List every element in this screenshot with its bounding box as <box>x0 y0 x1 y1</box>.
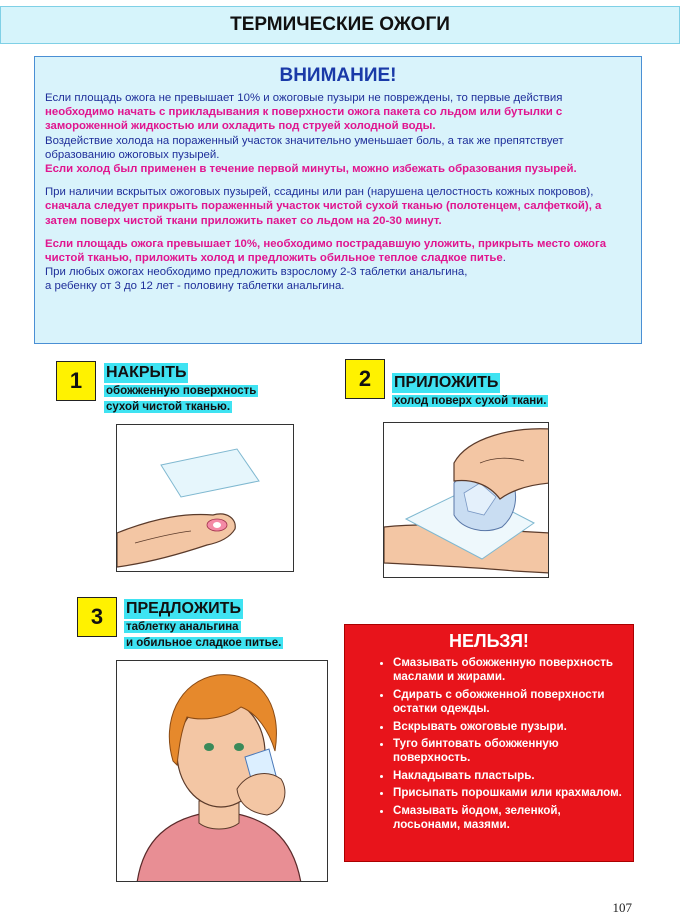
warning-paragraph-4: При наличии вскрытых ожоговых пузырей, ссадины или ран (нарушена целостность кожных покровов), сначала следует прикрыть пораженный участок чистой сухой тканью (полотенцем, салфеткой), а затем поверх чистой ткани приложить пакет со льдом на 20-30 минут. <box>45 186 602 227</box>
page-number: 107 <box>612 900 632 915</box>
warning-heading: ВНИМАНИЕ! <box>279 65 397 86</box>
step-1-number: 1 <box>56 361 96 401</box>
step-3-description: таблетку анальгина и обильное сладкое питье. <box>126 621 282 649</box>
forbidden-list <box>345 656 633 832</box>
step-2-description: холод поверх сухой ткани. <box>394 395 547 407</box>
step-2-heading: ПРИЛОЖИТЬ <box>394 374 499 391</box>
warning-paragraph-2: Воздействие холода на пораженный участок значительно уменьшает боль, а так же препятствует образованию ожоговых пузырей. <box>45 134 564 161</box>
step-2-illustration <box>383 422 549 578</box>
step-1-heading: НАКРЫТЬ <box>106 364 187 381</box>
warning-paragraph-7: а ребенку от 3 до 12 лет - половину таблетки анальгина. <box>45 280 345 293</box>
forbidden-box <box>344 624 634 862</box>
step-2-number: 2 <box>345 359 385 399</box>
step-3-number: 3 <box>77 597 117 637</box>
step-3-heading: ПРЕДЛОЖИТЬ <box>126 600 241 617</box>
warning-paragraph-6: При любых ожогах необходимо предложить взрослому 2-3 таблетки анальгина, <box>45 266 468 279</box>
warning-box <box>34 56 642 344</box>
warning-paragraph-1: Если площадь ожога не превышает 10% и ожоговые пузыри не повреждены, то первые действия необходимо начать с прикладывания к поверхности ожога пакета со льдом или бутылки с замороженной жидкостью или охладить под струей холодной воды. <box>45 92 563 133</box>
forbidden-item: • Смазывать обожженную поверхность маслами и жирами. <box>393 656 623 685</box>
step-1-illustration <box>116 424 294 572</box>
step-3-illustration <box>116 660 328 882</box>
warning-paragraph-5: Если площадь ожога превышает 10%, необходимо пострадавшую уложить, прикрыть место ожога чистой тканью, приложить холод и предложить обильное теплое сладкое питье. <box>45 237 607 265</box>
forbidden-item: • Вскрывать ожоговые пузыри. <box>393 720 623 734</box>
forbidden-item: • Присыпать порошками или крахмалом. <box>393 786 623 800</box>
forbidden-item: • Смазывать йодом, зеленкой, лосьонами, мазями. <box>393 804 623 833</box>
forbidden-item: • Сдирать с обожженной поверхности остатки одежды. <box>393 688 623 717</box>
forbidden-item: • Накладывать пластырь. <box>393 769 623 783</box>
forbidden-item: • Туго бинтовать обожженную поверхность. <box>393 737 623 766</box>
forbidden-heading: НЕЛЬЗЯ! <box>449 631 529 651</box>
page-title: ТЕРМИЧЕСКИЕ ОЖОГИ <box>0 6 680 44</box>
step-1-description: обожженную поверхность сухой чистой тканью. <box>106 385 257 413</box>
warning-paragraph-3: Если холод был применен в течение первой минуты, можно избежать образования пузырей. <box>45 163 577 176</box>
